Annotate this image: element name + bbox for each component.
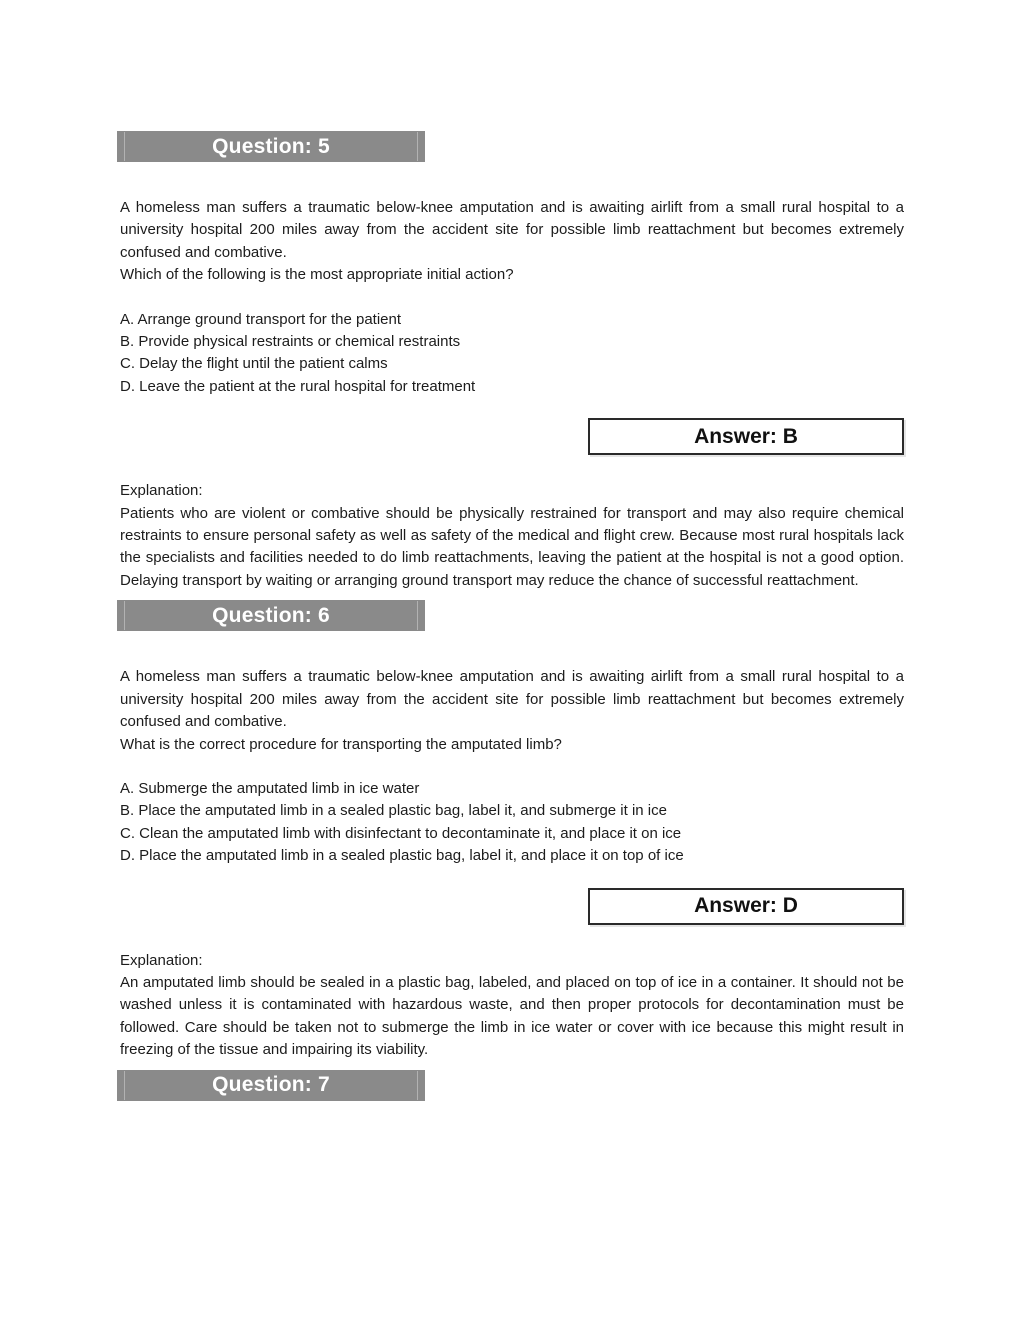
answer-option-d: D. Place the amputated limb in a sealed plastic bag, label it, and place it on top of ice: [120, 847, 684, 865]
question-6-options: [120, 778, 904, 868]
explanation-text: Patients who are violent or combative should be physically restrained for transport and may also require chemical restraints to ensure personal safety as well as safety of the medical and flight crew. Because most rural hospitals lack the specialists and facilities needed to do limb reattachments, leaving the patient at the hospital is not a good option. Delaying transport by waiting or arranging ground transport may reduce the chance of successful reattachment.: [120, 504, 904, 589]
question-6-scenario: A homeless man suffers a traumatic below-knee amputation and is awaiting airlift from a small rural hospital to a university hospital 200 miles away from the accident site for possible limb reattachment but becomes extremely confused and combative.: [120, 668, 904, 731]
page-content: [120, 131, 904, 1101]
question-6-explanation: [120, 950, 904, 1062]
question-5-explanation: [120, 480, 904, 592]
answer-option-c: C. Clean the amputated limb with disinfectant to decontaminate it, and place it on ice: [120, 824, 682, 842]
answer-option-b: B. Provide physical restraints or chemical restraints: [120, 333, 461, 351]
question-6-prompt: What is the correct procedure for transporting the amputated limb?: [120, 735, 562, 753]
question-6-answer-box: Answer: D: [588, 888, 904, 925]
question-6-answer-row: [120, 888, 904, 925]
question-6-header: Question: 6: [117, 600, 425, 631]
question-5-prompt: Which of the following is the most appropriate initial action?: [120, 266, 514, 284]
question-5-scenario: A homeless man suffers a traumatic below-knee amputation and is awaiting airlift from a small rural hospital to a university hospital 200 miles away from the accident site for possible limb reattachment but becomes extremely confused and combative.: [120, 199, 904, 261]
explanation-label: Explanation:: [120, 951, 203, 969]
question-5-options: [120, 309, 904, 399]
explanation-label: Explanation:: [120, 482, 203, 500]
answer-option-c: C. Delay the flight until the patient calms: [120, 355, 388, 373]
answer-option-a: A. Arrange ground transport for the patient: [120, 310, 402, 328]
question-7-header: Question: 7: [117, 1070, 425, 1101]
answer-option-b: B. Place the amputated limb in a sealed plastic bag, label it, and submerge it in ice: [120, 802, 667, 820]
explanation-text: An amputated limb should be sealed in a plastic bag, labeled, and placed on top of ice in a container. It should not be washed unless it is contaminated with hazardous waste, and then proper protocols for decontamination must be followed. Care should be taken not to submerge the limb in ice water or cover with ice because this might result in freezing of the tissue and impairing its viability.: [120, 973, 904, 1059]
answer-option-d: D. Leave the patient at the rural hospital for treatment: [120, 377, 476, 395]
question-5-header: Question: 5: [117, 131, 425, 162]
question-5-answer-row: [120, 418, 904, 455]
answer-option-a: A. Submerge the amputated limb in ice water: [120, 779, 420, 797]
question-5-answer-box: Answer: B: [588, 418, 904, 455]
